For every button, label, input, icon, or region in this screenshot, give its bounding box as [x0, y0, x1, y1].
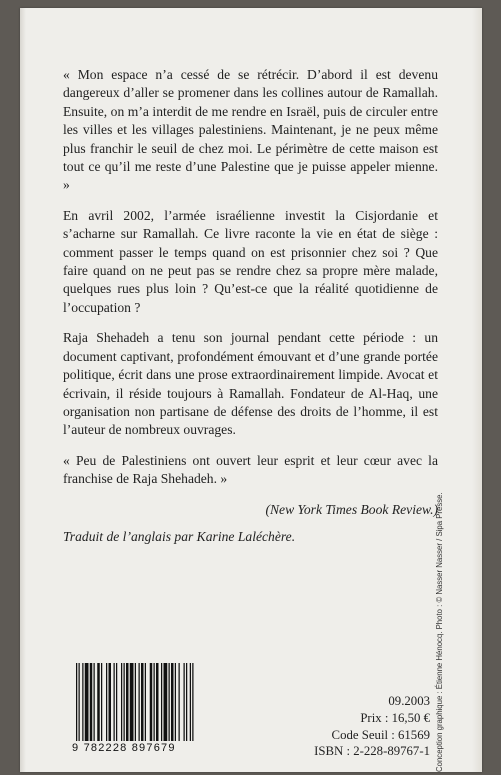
barcode-bar: [126, 663, 129, 741]
barcode-bar: [192, 663, 193, 741]
barcode-bar: [179, 663, 180, 741]
barcode-bar: [154, 663, 155, 741]
price: Prix : 16,50 €: [360, 710, 430, 725]
barcode-bar: [139, 663, 140, 741]
barcode-bar: [130, 663, 134, 741]
opening-quote-paragraph: « Mon espace n’a cessé de se rétrécir. D’abord il est devenu dangereux d’aller se promener dans les collines autour de Ramallah. Ensuite, on m’a interdit de me rendre en Israël, puis de circuler entre les villes et les villages palestiniens. Maintenant, je ne peux même plus franchir le seuil de chez moi. Le périmètre de cette maison est tout ce qu’il me reste d’une Palestine que je puisse appeler mienne. »: [63, 67, 438, 193]
publication-date: 09.2003: [388, 694, 430, 708]
barcode-bar: [114, 663, 115, 741]
review-quote-paragraph: « Peu de Palestiniens ont ouvert leur esprit et leur cœur avec la franchise de Raja Shehadeh. »: [63, 452, 438, 487]
summary-paragraph: En avril 2002, l’armée israélienne investit la Cisjordanie et s’acharne sur Ramallah. Ce livre raconte la vie en état de siège : comment passer le temps quand on est prisonnier chez soi ? Que faire quand on ne peut pas se rendre chez sa propre mère malade, quelques rues plus loin ? Qu’est-ce que la réalité quotidienne de l’occupation ?: [63, 207, 438, 315]
barcode-bar: [79, 663, 80, 741]
cover-left-edge: [20, 8, 26, 772]
barcode-bar: [184, 663, 185, 741]
barcode-bar: [141, 663, 144, 741]
barcode-bar: [106, 663, 107, 741]
barcode-bar: [161, 663, 162, 741]
barcode: [72, 663, 210, 763]
barcode-bar: [101, 663, 102, 741]
barcode-digits: 9 782228 897679: [72, 742, 176, 754]
barcode-bar: [150, 663, 153, 741]
translator-credit: Traduit de l’anglais par Karine Laléchère.: [63, 529, 296, 544]
barcode-bar: [124, 663, 125, 741]
blurb-text: [63, 66, 438, 531]
barcode-bar: [121, 663, 122, 741]
barcode-bar: [85, 663, 89, 741]
isbn: ISBN : 2-228-89767-1: [314, 744, 430, 759]
price-info: [314, 693, 430, 760]
barcode-bar: [76, 663, 77, 741]
barcode-bar: [169, 663, 170, 741]
barcode-bar: [186, 663, 187, 741]
barcode-bar: [171, 663, 174, 741]
barcode-bar: [156, 663, 159, 741]
barcode-bar: [116, 663, 117, 741]
barcode-bar: [164, 663, 168, 741]
code-seuil: Code Seuil : 61569: [331, 727, 430, 742]
review-citation: (New York Times Book Review.): [265, 501, 438, 517]
barcode-bar: [109, 663, 112, 741]
author-paragraph: Raja Shehadeh a tenu son journal pendant cette période : un document captivant, profondément émouvant et d’une grande portée politique, écrit dans une prose extraordinairement limpide. Avocat et écrivain, il réside toujours à Ramallah. Fondateur de Al-Haq, une organisation non partisane de défense des droits de l’homme, il est l’auteur de nombreux ouvrages.: [63, 330, 438, 438]
barcode-bars: [72, 663, 204, 741]
barcode-bar: [190, 663, 191, 741]
barcode-bar: [145, 663, 146, 741]
cover-right-edge: [472, 8, 482, 772]
barcode-bar: [82, 663, 83, 741]
barcode-bar: [135, 663, 136, 741]
design-photo-credit: Conception graphique : Étienne Hénocq. Photo : © Nasser Nasser / Sipa Presse.: [435, 492, 444, 772]
back-cover: [20, 8, 482, 772]
barcode-bar: [175, 663, 176, 741]
barcode-bar: [94, 663, 95, 741]
barcode-bar: [90, 663, 93, 741]
barcode-bar: [97, 663, 100, 741]
